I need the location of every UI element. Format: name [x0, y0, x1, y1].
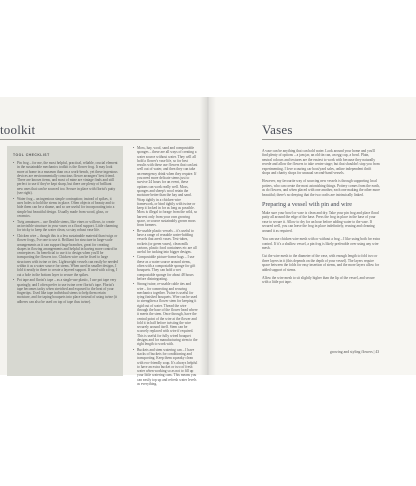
- method-paragraph: You can use chicken wire mesh with or without a frog – I like using both for extra control. If it's a shallow vessel, a pin frog is likely preferable over using any wire mesh.: [262, 237, 380, 250]
- left-page-heading: toolkit: [0, 122, 36, 137]
- list-item: • Compostable picture-frame bags – I use these as a water source around stems, often with a compostable sponge for gift bouquets. They can hold a wet compostable sponge for about 48 hours before disintegrating.: [133, 255, 198, 281]
- checklist-title: TOOL CHECKLIST: [13, 153, 50, 157]
- left-heading-rule: [0, 139, 200, 140]
- method-paragraph: Allow the wire mesh to sit slightly higher than the lip of the vessel, and secure with a little pot tape.: [262, 275, 375, 285]
- tool-checklist-box: [7, 146, 123, 376]
- list-item: • Pin frog – for me, the most helpful, practical, reliable, crucial element in the sustainable mechanics toolkit is the flower frog. It may look more at home in a museum than on a work-bench, yet these ingenious devices are environmentally conscious flower arrangers' best friend. There are known items, and most of mine are vintage finds and still perfect to use if they're kept sharp, but there are plenty of brilliant new ones that can be sourced too. Secure in place with florist's putty (see right).: [13, 161, 118, 195]
- right-page-heading: Vases: [262, 122, 293, 137]
- list-item: • Water frog – an ingenious simple contraption; instead of spikes, it uses holes to hold the stems in place. Often objects of beauty and to hide them can be a shame, and so are useful for incorporating into a simple but beautiful design. Usually made from wood, glass, or ceramics.: [13, 197, 118, 218]
- right-heading-rule: [262, 139, 416, 140]
- mechanics-list: [133, 146, 198, 386]
- intro-paragraph: However, my favourite way of sourcing new vessels is through supporting local potters, who can create the most astonishing things. Pottery comes from the earth, as do flowers, and when placed with one another, each one making the other more beautiful; there's no denying that the two crafts are intrinsically linked.: [262, 179, 381, 197]
- list-item: • Moss, hay, wool, sand and compostable sponges – these are all ways of creating a water source without water. They will all hold a flower's vase life, so for best results with these use flowers that can last well out of water, and then they can take an emergency drink when they require. If you need more delicate stems just to survive 24 hours for an event, these options can work really well. Moss, sponges and sheep's wool retain the moisture better than the hay and sand. Wrap tightly in a chicken-wire framework, or bind tightly with twine or keep it locked in for as long as possible. Moss is illegal to forage from the wild, so harvest only from your own growing space, or source sustainably grown moss from farmers.: [133, 146, 198, 228]
- right-page-column: [262, 149, 380, 371]
- list-item: • Buckets and stem watering can – I have stacks of buckets for conditioning and transporting. Keep them squeaky clean with eco-friendly soap. It's always helpful to have an extra bucket or two of fresh water when working so as not to fill up your little watering cans. This means you can easily top up and refresh water levels as everything.: [133, 348, 198, 387]
- left-page-column: [133, 146, 198, 387]
- method-paragraph: Cut the wire mesh to the diameter of the vase, with enough length to fold two or three layers in it (this depends on the depth of your vessel). The layers require space between the folds for easy insertion of stems, and the more layers allow for added support of stems.: [262, 254, 380, 272]
- list-item: • Pot tape and florist's tape – as a single-use plastic, I use pot tape very sparingly, and I often prefer to use twine over florist's tape. Florist's tape becomes tacky when stretched and exposed to the heat of your fingertips. Used like tape individual stems to help them retain moisture, and for taping bouquets into place instead of using twine (it adheres can also be used on top of tape thus twine).: [13, 278, 118, 304]
- book-gutter: [200, 97, 216, 375]
- intro-paragraph: A vase can be anything that can hold water. Look around your home and you'll find plenty of options – a jam jar, an old tin can, an egg cup, a bowl. Plain, neutral colours and textures are the easiest to work with because they naturally recede and allow the flowers to take centre stage; but that shouldn't stop you from experimenting. I love scouring car boot/yard sales, online independent thrift shops and charity shops for unusual second-hand vessels.: [262, 149, 380, 176]
- list-item: • Strong twine, re-usable cable ties and wire – for connecting and securing mechanics together. Twine is useful for tying finished bouquets. Wire can be used to strengthen a flower stem for keeping it rigid out of water. Thread the wire through the base of the flower head where it meets the stem. Once through, have the central point of the wire at the flower and fold it in half before twisting the wire securely around itself. Stem can be scarcely replaced with wire if required. This is useful for fully wired bouquet designs and for manufacturing stem to the right length to work with.: [133, 282, 198, 346]
- list-item: • Twig armatures – use flexible stems, like vines or willows, to create an invisible structure in your vases or a floral support. Little charming for tricky to keep the water clean, so stay robust vase life.: [13, 220, 118, 233]
- method-paragraph: Make sure your bowl or vase is clean and dry. Take your pin frog and place floral putty all around the edge of the base. Press the frog in place in the base of your vase to secure it. Allow to dry for an hour before adding water to the vase. If secured well, you can leave the frog in place indefinitely, reusing and cleaning around it as required.: [262, 211, 379, 233]
- list-item: • Re-usable plastic vessels – it's useful to have a range of reusable water-holding vessels that aren't vases. Test-tubes, rockets (or green vases), clean milk cartons, plastic food containers etc are all useful for tucking into bigger designs.: [133, 229, 198, 255]
- book-spread: [0, 97, 416, 387]
- page-footer: growing and styling flowers | 43: [330, 350, 380, 354]
- checklist-list: [13, 161, 118, 304]
- list-item: • Chicken wire – though this is a less sustainable material than twigs or flower frogs, I've one to use it. Brilliant for structure in large-scale arrangements as it can support huge branches, great for creating shapes in flowing arrangements and helpful in having more control in centrepieces. Its beneficial to use it to design when you'll be transporting the flowers too. Chicken wire can be fixed to large structures with twine or ties. Lightweight vessels can easily be needed within it as a water source for stems. When used in smaller designs, I fold it neatly in three to create a layered support. If used with a frog, I cut a hole in the bottom layer to secure the spikes.: [13, 234, 118, 277]
- section-subheading: Preparing a vessel with pin and wire: [262, 201, 353, 209]
